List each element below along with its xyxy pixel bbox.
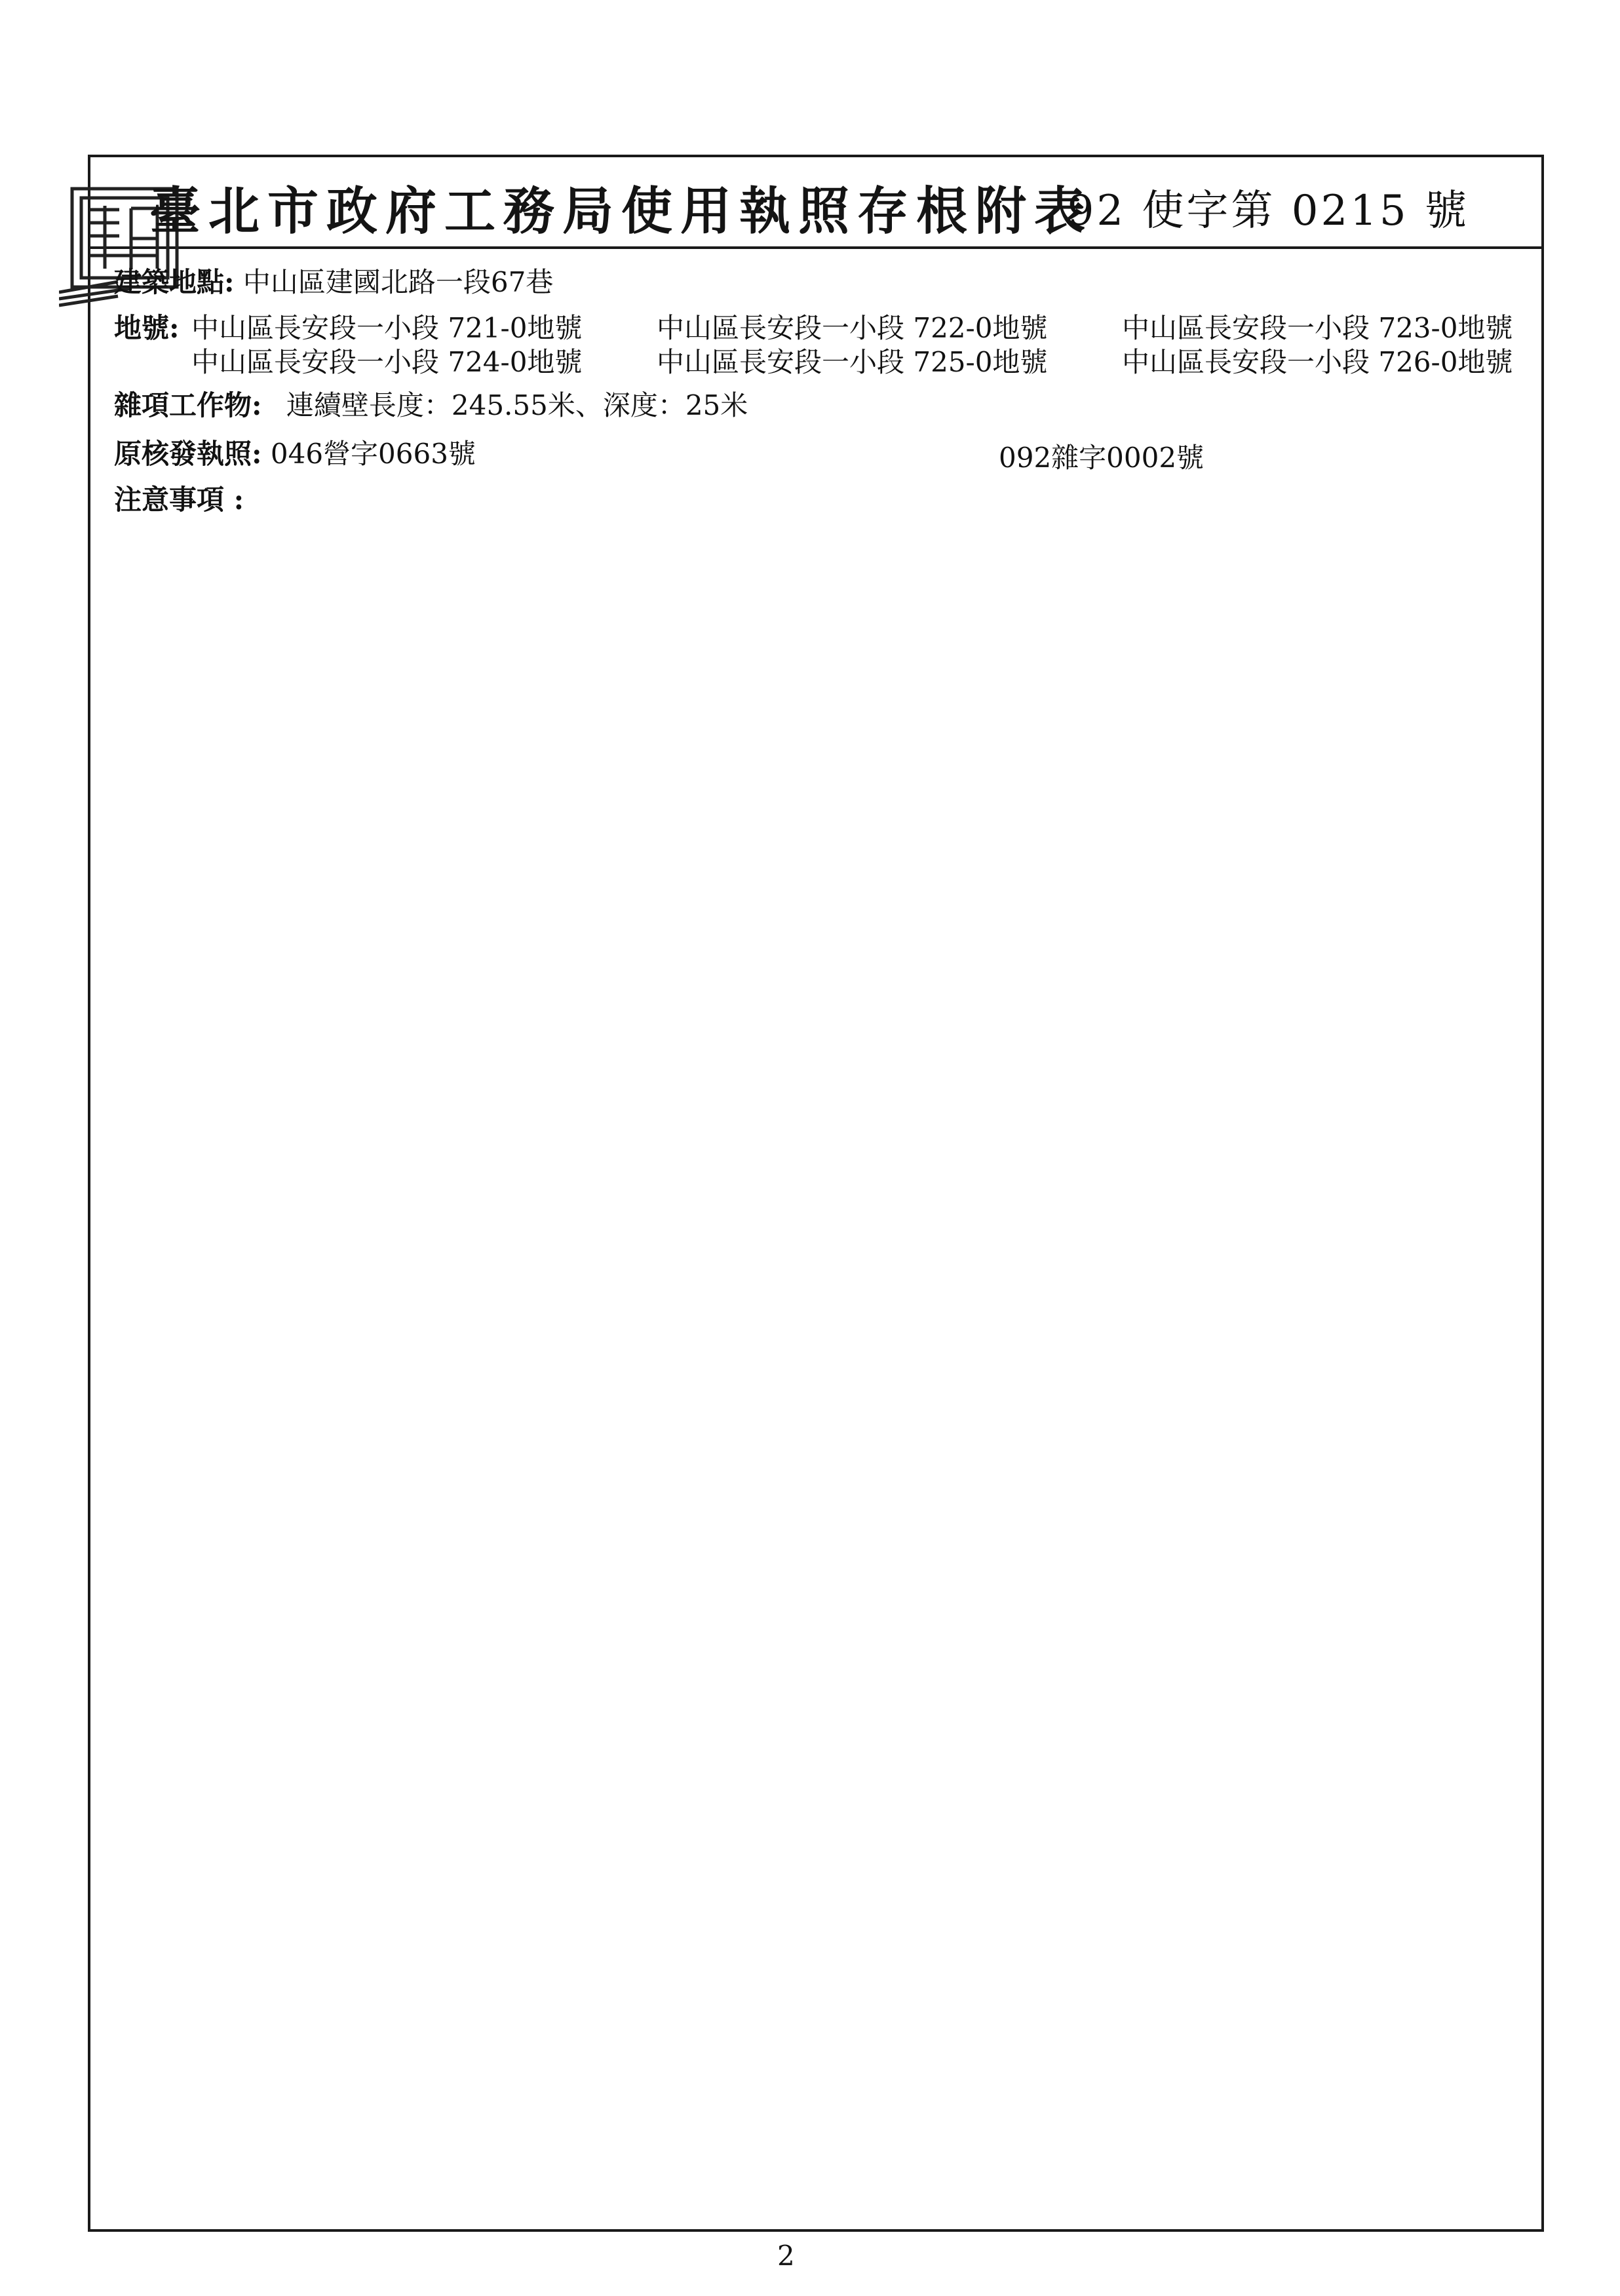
header-row xyxy=(90,157,1541,249)
lot-item: 中山區長安段一小段 726-0地號 xyxy=(1122,346,1513,378)
address-value: 中山區建國北路一段67巷 xyxy=(242,266,554,298)
address-label: 建築地點: xyxy=(114,266,235,298)
misc-work-value: 連續壁長度：245.55米、深度：25米 xyxy=(286,389,748,421)
document-title: 臺北市政府工務局使用執照存根附表 xyxy=(149,182,1094,241)
original-permit-value-2: 092雜字0002號 xyxy=(999,442,1205,474)
document-frame xyxy=(88,155,1544,2232)
permit-number: 92 使字第 0215 號 xyxy=(1067,187,1469,235)
original-permit-label: 原核發執照: xyxy=(114,438,262,470)
lot-item: 中山區長安段一小段 725-0地號 xyxy=(657,346,1048,378)
notes-label: 注意事項 : xyxy=(114,484,244,516)
lot-label: 地號: xyxy=(114,312,180,344)
lot-item: 中山區長安段一小段 722-0地號 xyxy=(657,312,1048,344)
lot-item: 中山區長安段一小段 723-0地號 xyxy=(1122,312,1513,344)
misc-work-label: 雜項工作物: xyxy=(114,389,262,421)
address-row xyxy=(114,261,553,300)
misc-work-row xyxy=(114,384,748,423)
page-number: 2 xyxy=(777,2240,795,2272)
original-permit-row xyxy=(114,432,476,472)
lot-item: 中山區長安段一小段 724-0地號 xyxy=(191,346,583,378)
original-permit-value-1: 046營字0663號 xyxy=(270,438,476,470)
lot-item: 中山區長安段一小段 721-0地號 xyxy=(191,312,583,344)
